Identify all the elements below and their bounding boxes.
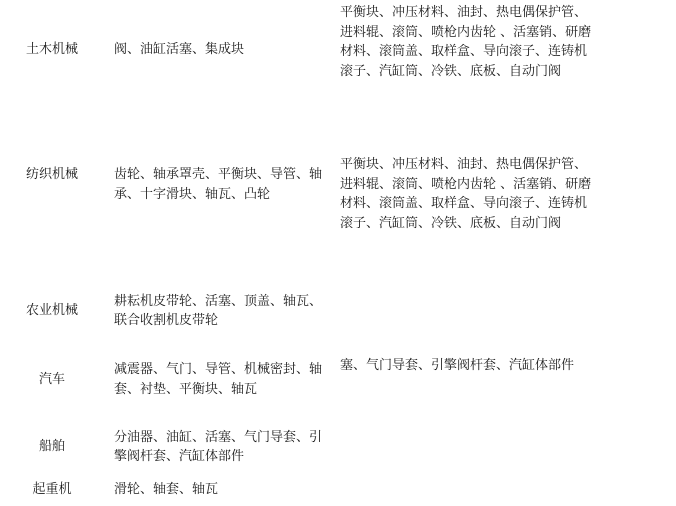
industry-cell [0, 339, 108, 420]
third-text: 平衡块、冲压材料、油封、热电偶保护管、进料辊、滚筒、喷枪内齿轮 、活塞销、研磨材料、滚筒盖、取样盒、导向滚子、连铸机滚子、汽缸筒、冷铁、底板、自动门阀 [340, 157, 592, 231]
parts-text: 减震器、气门、导管、机械密封、轴套、衬垫、平衡块、轴瓦 [114, 362, 323, 397]
parts-text: 耕耘机皮带轮、活塞、顶盖、轴瓦、联合收割机皮带轮 [114, 293, 323, 328]
parts-text: 滑轮、轴套、轴瓦 [114, 482, 219, 498]
industry-label: 农业机械 [25, 303, 78, 319]
third-cell [340, 420, 598, 474]
third-cell [340, 0, 598, 140]
industry-label: 船舶 [38, 439, 65, 455]
third-cell [340, 339, 598, 420]
table-row [0, 283, 676, 339]
parts-text: 阀、油缸活塞、集成块 [114, 42, 245, 57]
third-cell [340, 140, 598, 283]
industry-cell [0, 420, 108, 474]
parts-cell [108, 140, 340, 283]
parts-cell [108, 474, 340, 506]
third-cell [340, 474, 598, 506]
parts-cell [108, 420, 340, 474]
industry-cell [0, 0, 108, 140]
industry-label: 起重机 [32, 482, 72, 498]
industry-label: 土木机械 [25, 42, 78, 57]
parts-text: 分油器、油缸、活塞、气门导套、引擎阀杆套、汽缸体部件 [114, 429, 323, 464]
empty-cell [598, 0, 676, 140]
industry-label: 纺织机械 [25, 167, 78, 182]
parts-text: 齿轮、轴承罩壳、平衡块、导管、轴承、十字滑块、轴瓦、凸轮 [114, 167, 323, 202]
empty-cell [598, 474, 676, 506]
empty-cell [598, 339, 676, 420]
third-text: 塞、气门导套、引擎阀杆套、汽缸体部件 [340, 358, 575, 373]
industry-label: 汽车 [38, 371, 65, 387]
third-text: 平衡块、冲压材料、油封、热电偶保护管、进料辊、滚筒、喷枪内齿轮 、活塞销、研磨材料、滚筒盖、取样盒、导向滚子、连铸机滚子、汽缸筒、冷铁、底板、自动门阀 [340, 5, 592, 79]
parts-cell [108, 339, 340, 420]
industry-cell [0, 283, 108, 339]
empty-cell [598, 283, 676, 339]
table-row [0, 0, 676, 140]
empty-cell [598, 140, 676, 283]
third-cell [340, 283, 598, 339]
parts-cell [108, 0, 340, 140]
table-row [0, 140, 676, 283]
table-row [0, 420, 676, 474]
industry-cell [0, 474, 108, 506]
empty-cell [598, 420, 676, 474]
table-row [0, 474, 676, 506]
parts-cell [108, 283, 340, 339]
industry-cell [0, 140, 108, 283]
table-row [0, 339, 676, 420]
